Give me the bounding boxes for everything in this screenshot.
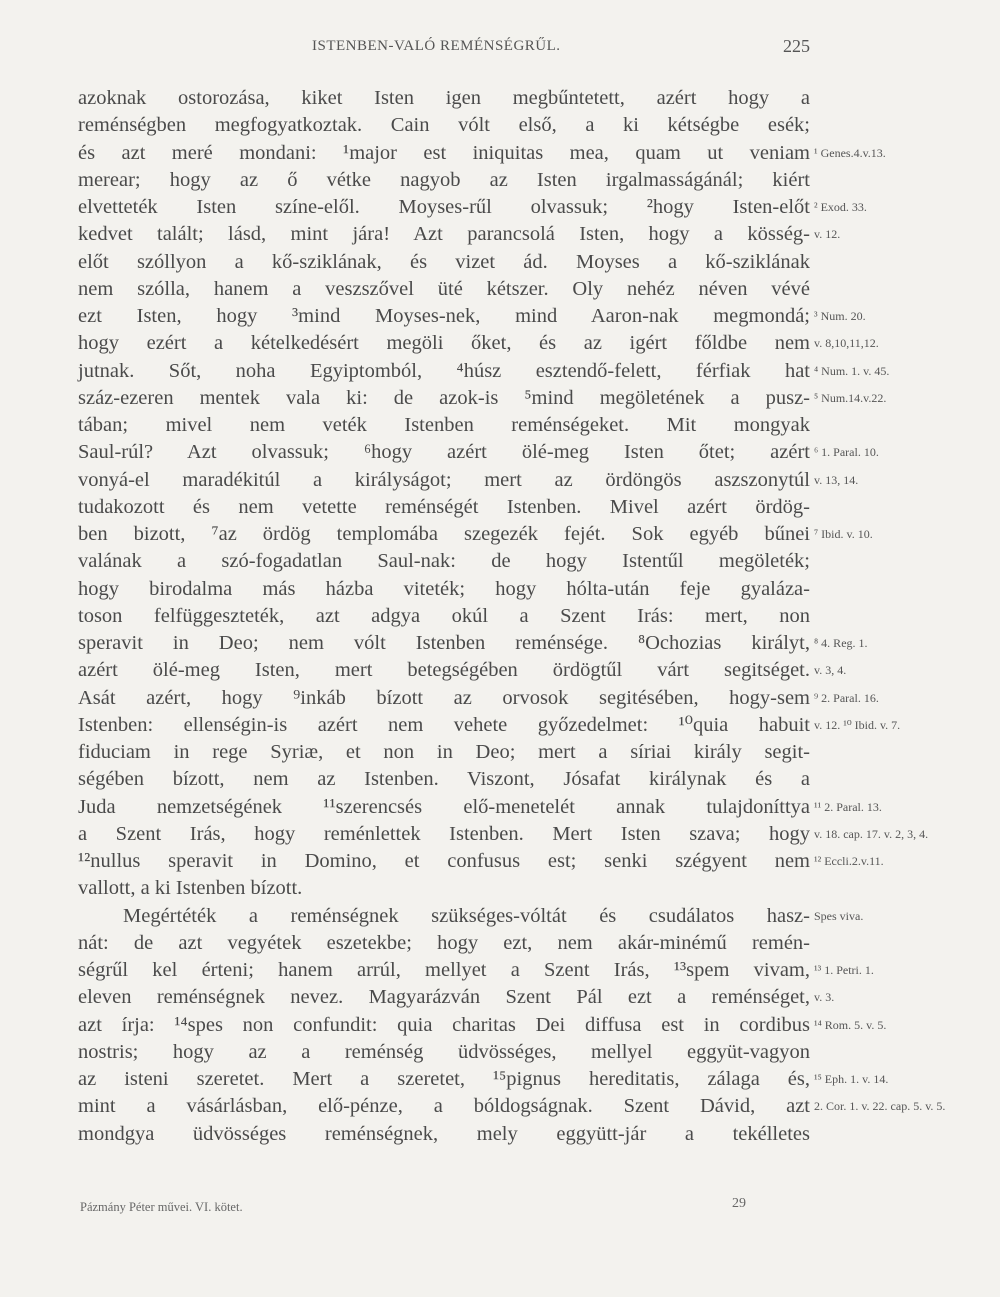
text-line: ¹²nullus speravit in Domino, et confusus est; senki szégyent nem [78, 850, 810, 872]
margin-note [814, 249, 1000, 276]
margin-note: 2. Cor. 1. v. 22. cap. 5. v. 5. [814, 1099, 946, 1114]
text-line: speravit in Deo; nem vólt Istenben reménsége. ⁸Ochozias királyt, [78, 632, 810, 654]
text-line: Saul-rúl? Azt olvassuk; ⁶hogy azért ölé-meg Isten őtet; azért [78, 441, 810, 464]
margin-references [814, 85, 1000, 1148]
margin-note: ¹² Eccli.2.v.11. [814, 854, 884, 868]
margin-note: v. 8,10,11,12. [814, 336, 879, 351]
margin-note: ² Exod. 33. [814, 200, 867, 214]
margin-note: Spes viva. [814, 908, 864, 923]
text-line: száz-ezeren mentek vala ki: de azok-is ⁵mind megöletének a pusz- [78, 386, 810, 409]
text-line: toson felfüggeszteték, azt adgya okúl a Szent Irás: mert, non [78, 604, 810, 627]
margin-note [814, 276, 1000, 303]
text-line: ezt Isten, hogy ³mind Moyses-nek, mind Aaron-nak megmondá; [78, 305, 810, 327]
margin-note [814, 766, 1000, 793]
text-line: nostris; hogy az a reménség üdvösséges, mellyel eggyüt-vagyon [78, 1040, 810, 1063]
text-line: reménségben megfogyatkoztak. Cain vólt első, a ki kétségbe esék; [78, 114, 810, 137]
text-line: a Szent Irás, hogy reménlettek Istenben. Mert Isten szava; hogy [78, 822, 810, 845]
text-line: nem szólla, hanem a veszszővel üté kétszer. Oly nehéz néven vévé [78, 277, 810, 300]
margin-note: ¹⁵ Eph. 1. v. 14. [814, 1072, 889, 1086]
margin-note: v. 3. [814, 990, 835, 1005]
margin-note [814, 875, 1000, 902]
text-line: azért ölé-meg Isten, mert betegségében ördögtűl várt segitséget. [78, 659, 810, 682]
main-text-column [78, 85, 810, 1148]
text-line: Megértéték a reménségnek szükséges-vóltát és csudálatos hasz- [123, 904, 810, 927]
margin-note: v. 12. ¹⁰ Ibid. v. 7. [814, 717, 901, 732]
text-line: valának a szó-fogadatlan Saul-nak: de hogy Istentűl megöleték; [78, 550, 810, 573]
text-line: és azt meré mondani: ¹major est iniquitas mea, quam ut veniam [78, 141, 810, 164]
text-line: merear; hogy az ő vétke nagyob az Isten irgalmasságánál; kiért [78, 168, 810, 191]
margin-note: v. 12. [814, 227, 841, 242]
margin-note: v. 13, 14. [814, 472, 859, 487]
text-line: azt írja: ¹⁴spes non confundit: quia charitas Dei diffusa est in cordibus [78, 1013, 810, 1036]
text-line: kedvet talált; lásd, mint jára! Azt parancsolá Isten, hogy a kösség- [78, 223, 810, 246]
text-line: hogy birodalma más házba viteték; hogy hólta-után feje gyaláza- [78, 577, 810, 600]
text-line: ségrűl kel érteni; hanem arrúl, mellyet a Szent Irás, ¹³spem vivam, [78, 959, 810, 981]
running-title: ISTENBEN-VALÓ REMÉNSÉGRŰL. [312, 38, 561, 54]
margin-note: v. 18. cap. 17. v. 2, 3, 4. [814, 826, 929, 841]
text-line: vallott, a ki Istenben bízott. [78, 877, 303, 900]
margin-note [814, 1039, 1000, 1066]
text-line: Asát azért, hogy ⁹inkáb bízott az orvosok segitésében, hogy-sem [78, 686, 810, 709]
margin-note [814, 576, 1000, 603]
margin-note [814, 85, 1000, 112]
text-line: mint a vásárlásban, elő-pénze, a bóldogságnak. Szent Dávid, azt [78, 1095, 810, 1118]
margin-note: ¹⁴ Rom. 5. v. 5. [814, 1017, 887, 1032]
text-line: Istenben: ellenségin-is azért nem vehete győzedelmet: ¹⁰quia habuit [78, 713, 810, 736]
margin-note [814, 603, 1000, 630]
margin-note [814, 1121, 1000, 1148]
margin-note: ³ Num. 20. [814, 309, 866, 323]
margin-note [814, 167, 1000, 194]
margin-note: ⁷ Ibid. v. 10. [814, 527, 873, 541]
margin-note: ⁸ 4. Reg. 1. [814, 636, 868, 650]
margin-note [814, 112, 1000, 139]
text-line: ben bizott, ⁷az ördög templomába szegezék fejét. Sok egyéb bűnei [78, 523, 810, 545]
text-line: ségében bízott, nem az Istenben. Viszont, Jósafat királynak és a [78, 768, 810, 791]
text-line: előt szóllyon a kő-sziklának, és vizet ád. Moyses a kő-sziklának [78, 250, 810, 273]
margin-note [814, 930, 1000, 957]
text-line: elvetteték Isten színe-elől. Moyses-rűl olvassuk; ²hogy Isten-előt [78, 196, 810, 218]
text-line: Juda nemzetségének ¹¹szerencsés elő-menetelét annak tulajdoníttya [78, 795, 810, 818]
margin-note [814, 412, 1000, 439]
margin-note [814, 494, 1000, 521]
margin-note: ⁴ Num. 1. v. 45. [814, 363, 890, 378]
footer-publication: Pázmány Péter művei. VI. kötet. [80, 1200, 243, 1214]
text-line: azoknak ostorozása, kiket Isten igen megbűntetett, azért hogy a [78, 87, 810, 109]
text-line: mondgya üdvösséges reménségnek, mely eggyütt-jár a tekélletes [78, 1122, 810, 1145]
text-line: fiduciam in rege Syriæ, et non in Deo; mert a síriai király segit- [78, 741, 810, 763]
margin-note: ¹¹ 2. Paral. 13. [814, 799, 882, 814]
margin-note: ⁶ 1. Paral. 10. [814, 445, 879, 460]
text-line: tában; mivel nem veték Istenben reménségeket. Mit mongyak [78, 414, 810, 436]
page-number: 225 [783, 36, 810, 56]
margin-note: v. 3, 4. [814, 663, 847, 678]
text-line: eleven reménségnek nevez. Magyarázván Szent Pál ezt a reménséget, [78, 986, 810, 1009]
text-line: az isteni szeretet. Mert a szeretet, ¹⁵pignus hereditatis, zálaga és, [78, 1068, 810, 1090]
text-line: vonyá-el maradékitúl a királyságot; mert az ördöngös aszszonytúl [78, 468, 810, 491]
text-line: nát: de azt vegyétek eszetekbe; hogy ezt, nem akár-minémű remén- [78, 931, 810, 954]
text-line: hogy ezért a kételkedésért megöli őket, és az igért főldbe nem [78, 332, 810, 355]
margin-note [814, 548, 1000, 575]
margin-note [814, 739, 1000, 766]
margin-note: ⁹ 2. Paral. 16. [814, 690, 879, 705]
margin-note: ⁵ Num.14.v.22. [814, 390, 887, 405]
footer-signature-number: 29 [732, 1196, 746, 1211]
running-header [80, 36, 810, 60]
margin-note: ¹ Genes.4.v.13. [814, 145, 886, 160]
text-line: jutnak. Sőt, noha Egyiptomból, ⁴húsz esztendő-felett, férfiak hat [78, 359, 810, 382]
text-line: tudakozott és nem vetette reménségét Istenben. Mivel azért ördög- [78, 495, 810, 518]
margin-note: ¹³ 1. Petri. 1. [814, 963, 874, 977]
